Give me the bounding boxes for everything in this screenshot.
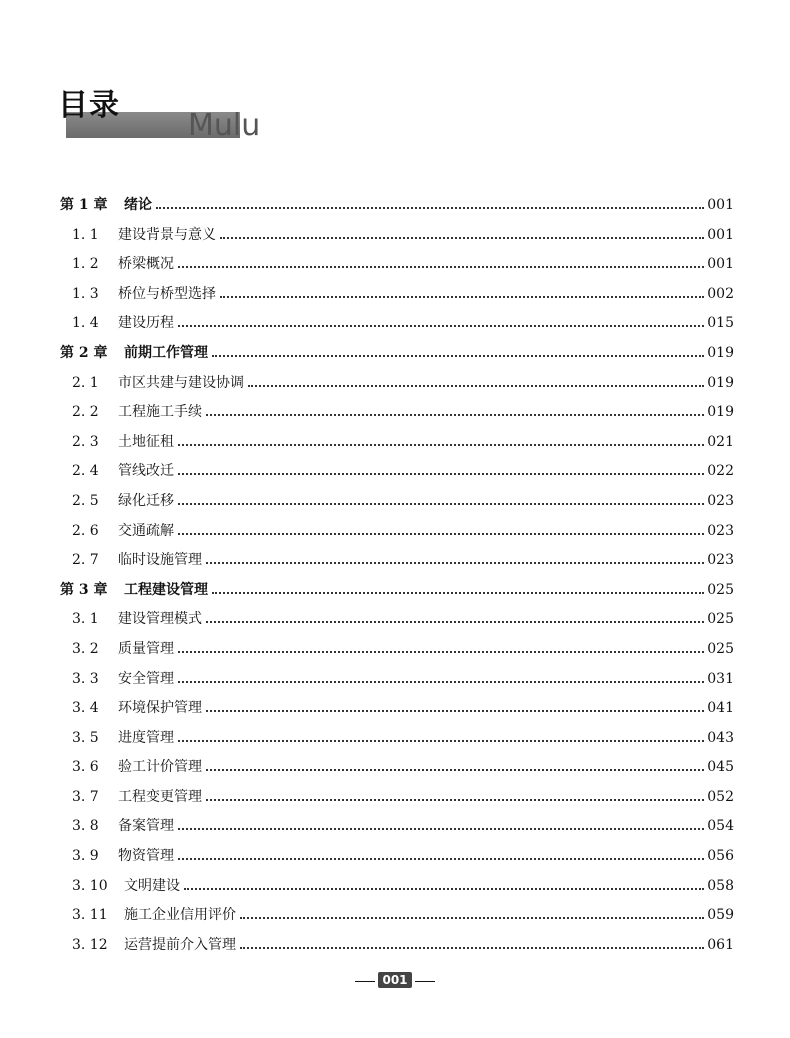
toc-entry-number: 3. 5	[72, 729, 99, 746]
toc-header	[58, 88, 318, 148]
toc-entry-title: 建设背景与意义	[118, 226, 216, 243]
toc-entry-title: 工程变更管理	[118, 788, 202, 805]
toc-section-row[interactable]	[58, 634, 734, 664]
toc-section-row[interactable]	[58, 782, 734, 812]
toc-leader-dots	[206, 769, 704, 773]
toc-entry-number: 3. 8	[72, 818, 99, 835]
toc-entry-number: 3. 10	[72, 877, 108, 894]
toc-leader-dots	[206, 799, 704, 803]
toc-leader-dots	[212, 355, 704, 359]
toc-chapter-row[interactable]	[58, 338, 734, 368]
toc-section-row[interactable]	[58, 368, 734, 398]
toc-leader-dots	[240, 947, 704, 951]
toc-leader-dots	[220, 296, 704, 300]
toc-entry-page: 019	[704, 402, 734, 422]
toc-entry-title: 建设管理模式	[118, 611, 202, 628]
toc-entry-page: 059	[704, 905, 734, 925]
toc-leader-dots	[178, 651, 704, 655]
toc-entry-page: 041	[704, 698, 734, 718]
toc-entry-number: 第 2 章	[60, 344, 108, 361]
toc-entry-title: 绪论	[124, 197, 152, 213]
toc-entry-number: 1. 1	[72, 226, 99, 243]
toc-section-row[interactable]	[58, 664, 734, 694]
toc-entry-number: 3. 3	[72, 670, 99, 687]
toc-section-row[interactable]	[58, 693, 734, 723]
toc-entry-page: 002	[704, 284, 734, 304]
toc-chapter-row[interactable]	[58, 190, 734, 220]
toc-entry-title: 工程建设管理	[124, 581, 208, 598]
toc-entry-title: 验工计价管理	[118, 759, 202, 776]
toc-entry-number: 3. 12	[72, 936, 108, 953]
toc-leader-dots	[178, 740, 704, 744]
toc-leader-dots	[184, 888, 704, 892]
toc-leader-dots	[206, 621, 704, 625]
toc-leader-dots	[178, 503, 704, 507]
toc-section-row[interactable]	[58, 604, 734, 634]
table-of-contents	[58, 190, 734, 959]
toc-entry-number: 第 1 章	[60, 197, 108, 213]
toc-entry-page: 019	[704, 373, 734, 393]
toc-entry-title: 工程施工手续	[118, 404, 202, 421]
toc-entry-page: 052	[704, 787, 734, 807]
toc-entry-number: 2. 5	[72, 492, 99, 509]
toc-entry-page: 058	[704, 876, 734, 896]
toc-section-row[interactable]	[58, 516, 734, 546]
toc-entry-page: 043	[704, 728, 734, 748]
page-title: 目录	[58, 88, 120, 123]
toc-entry-title: 物资管理	[118, 848, 174, 865]
toc-entry-title: 运营提前介入管理	[124, 936, 236, 953]
toc-leader-dots	[178, 473, 704, 477]
toc-entry-number: 2. 1	[72, 374, 99, 391]
toc-entry-title: 安全管理	[118, 670, 174, 687]
toc-section-row[interactable]	[58, 900, 734, 930]
toc-section-row[interactable]	[58, 456, 734, 486]
toc-entry-number: 2. 3	[72, 433, 99, 450]
toc-entry-page: 023	[704, 491, 734, 511]
toc-section-row[interactable]	[58, 723, 734, 753]
toc-entry-number: 3. 6	[72, 759, 99, 776]
toc-leader-dots	[178, 828, 704, 832]
toc-leader-dots	[178, 858, 704, 862]
toc-entry-title: 文明建设	[124, 877, 180, 894]
toc-leader-dots	[206, 562, 704, 566]
toc-entry-number: 1. 2	[72, 256, 99, 273]
toc-entry-title: 质量管理	[118, 640, 174, 657]
toc-entry-title: 前期工作管理	[124, 344, 208, 361]
toc-entry-title: 施工企业信用评价	[124, 907, 236, 924]
toc-section-row[interactable]	[58, 397, 734, 427]
toc-entry-number: 1. 4	[72, 315, 99, 332]
toc-entry-page: 015	[704, 313, 734, 333]
toc-entry-page: 031	[704, 669, 734, 689]
toc-entry-page: 061	[704, 935, 734, 955]
toc-entry-page: 022	[704, 461, 734, 481]
toc-entry-number: 2. 4	[72, 463, 99, 480]
toc-section-row[interactable]	[58, 545, 734, 575]
footer-rule-right	[415, 981, 435, 982]
toc-entry-page: 001	[704, 254, 734, 274]
toc-leader-dots	[156, 207, 704, 211]
toc-entry-title: 桥梁概况	[118, 256, 174, 273]
toc-entry-number: 1. 3	[72, 285, 99, 302]
toc-leader-dots	[248, 385, 704, 389]
toc-entry-title: 临时设施管理	[118, 552, 202, 569]
toc-entry-number: 3. 9	[72, 848, 99, 865]
page-title-pinyin: Mulu	[188, 108, 261, 143]
toc-entry-number: 3. 11	[72, 907, 108, 924]
toc-leader-dots	[178, 681, 704, 685]
toc-leader-dots	[178, 533, 704, 537]
toc-entry-page: 001	[704, 225, 734, 245]
toc-entry-page: 001	[704, 195, 734, 215]
footer-rule-left	[355, 981, 375, 982]
toc-entry-number: 2. 7	[72, 552, 99, 569]
toc-section-row[interactable]	[58, 930, 734, 960]
toc-entry-title: 建设历程	[118, 315, 174, 332]
toc-entry-page: 023	[704, 550, 734, 570]
page-footer	[355, 970, 435, 990]
toc-entry-number: 3. 7	[72, 788, 99, 805]
toc-leader-dots	[178, 444, 704, 448]
toc-chapter-row[interactable]	[58, 575, 734, 605]
toc-leader-dots	[212, 592, 704, 596]
toc-section-row[interactable]	[58, 486, 734, 516]
toc-section-row[interactable]	[58, 811, 734, 841]
toc-leader-dots	[178, 266, 704, 270]
toc-entry-title: 管线改迁	[118, 463, 174, 480]
toc-entry-title: 绿化迁移	[118, 492, 174, 509]
toc-entry-page: 021	[704, 432, 734, 452]
toc-section-row[interactable]	[58, 220, 734, 250]
toc-entry-page: 054	[704, 816, 734, 836]
toc-entry-page: 025	[704, 609, 734, 629]
toc-leader-dots	[178, 325, 704, 329]
toc-entry-page: 025	[704, 639, 734, 659]
toc-entry-number: 2. 2	[72, 404, 99, 421]
toc-entry-page: 023	[704, 521, 734, 541]
toc-section-row[interactable]	[58, 752, 734, 782]
toc-entry-title: 桥位与桥型选择	[118, 285, 216, 302]
toc-leader-dots	[206, 414, 704, 418]
toc-leader-dots	[206, 710, 704, 714]
page-number: 001	[378, 972, 412, 988]
toc-leader-dots	[240, 917, 704, 921]
toc-entry-title: 市区共建与建设协调	[118, 374, 244, 391]
toc-entry-title: 进度管理	[118, 729, 174, 746]
toc-entry-title: 备案管理	[118, 818, 174, 835]
toc-entry-number: 3. 2	[72, 640, 99, 657]
toc-section-row[interactable]	[58, 308, 734, 338]
toc-entry-number: 3. 1	[72, 611, 99, 628]
toc-section-row[interactable]	[58, 427, 734, 457]
toc-entry-page: 056	[704, 846, 734, 866]
toc-entry-number: 2. 6	[72, 522, 99, 539]
toc-entry-number: 第 3 章	[60, 581, 108, 598]
toc-section-row[interactable]	[58, 249, 734, 279]
toc-entry-title: 环境保护管理	[118, 700, 202, 717]
toc-entry-title: 土地征租	[118, 433, 174, 450]
toc-section-row[interactable]	[58, 871, 734, 901]
toc-leader-dots	[220, 237, 704, 241]
toc-entry-title: 交通疏解	[118, 522, 174, 539]
toc-section-row[interactable]	[58, 279, 734, 309]
toc-entry-page: 045	[704, 757, 734, 777]
toc-entry-page: 019	[704, 343, 734, 363]
toc-entry-number: 3. 4	[72, 700, 99, 717]
toc-section-row[interactable]	[58, 841, 734, 871]
toc-entry-page: 025	[704, 580, 734, 600]
